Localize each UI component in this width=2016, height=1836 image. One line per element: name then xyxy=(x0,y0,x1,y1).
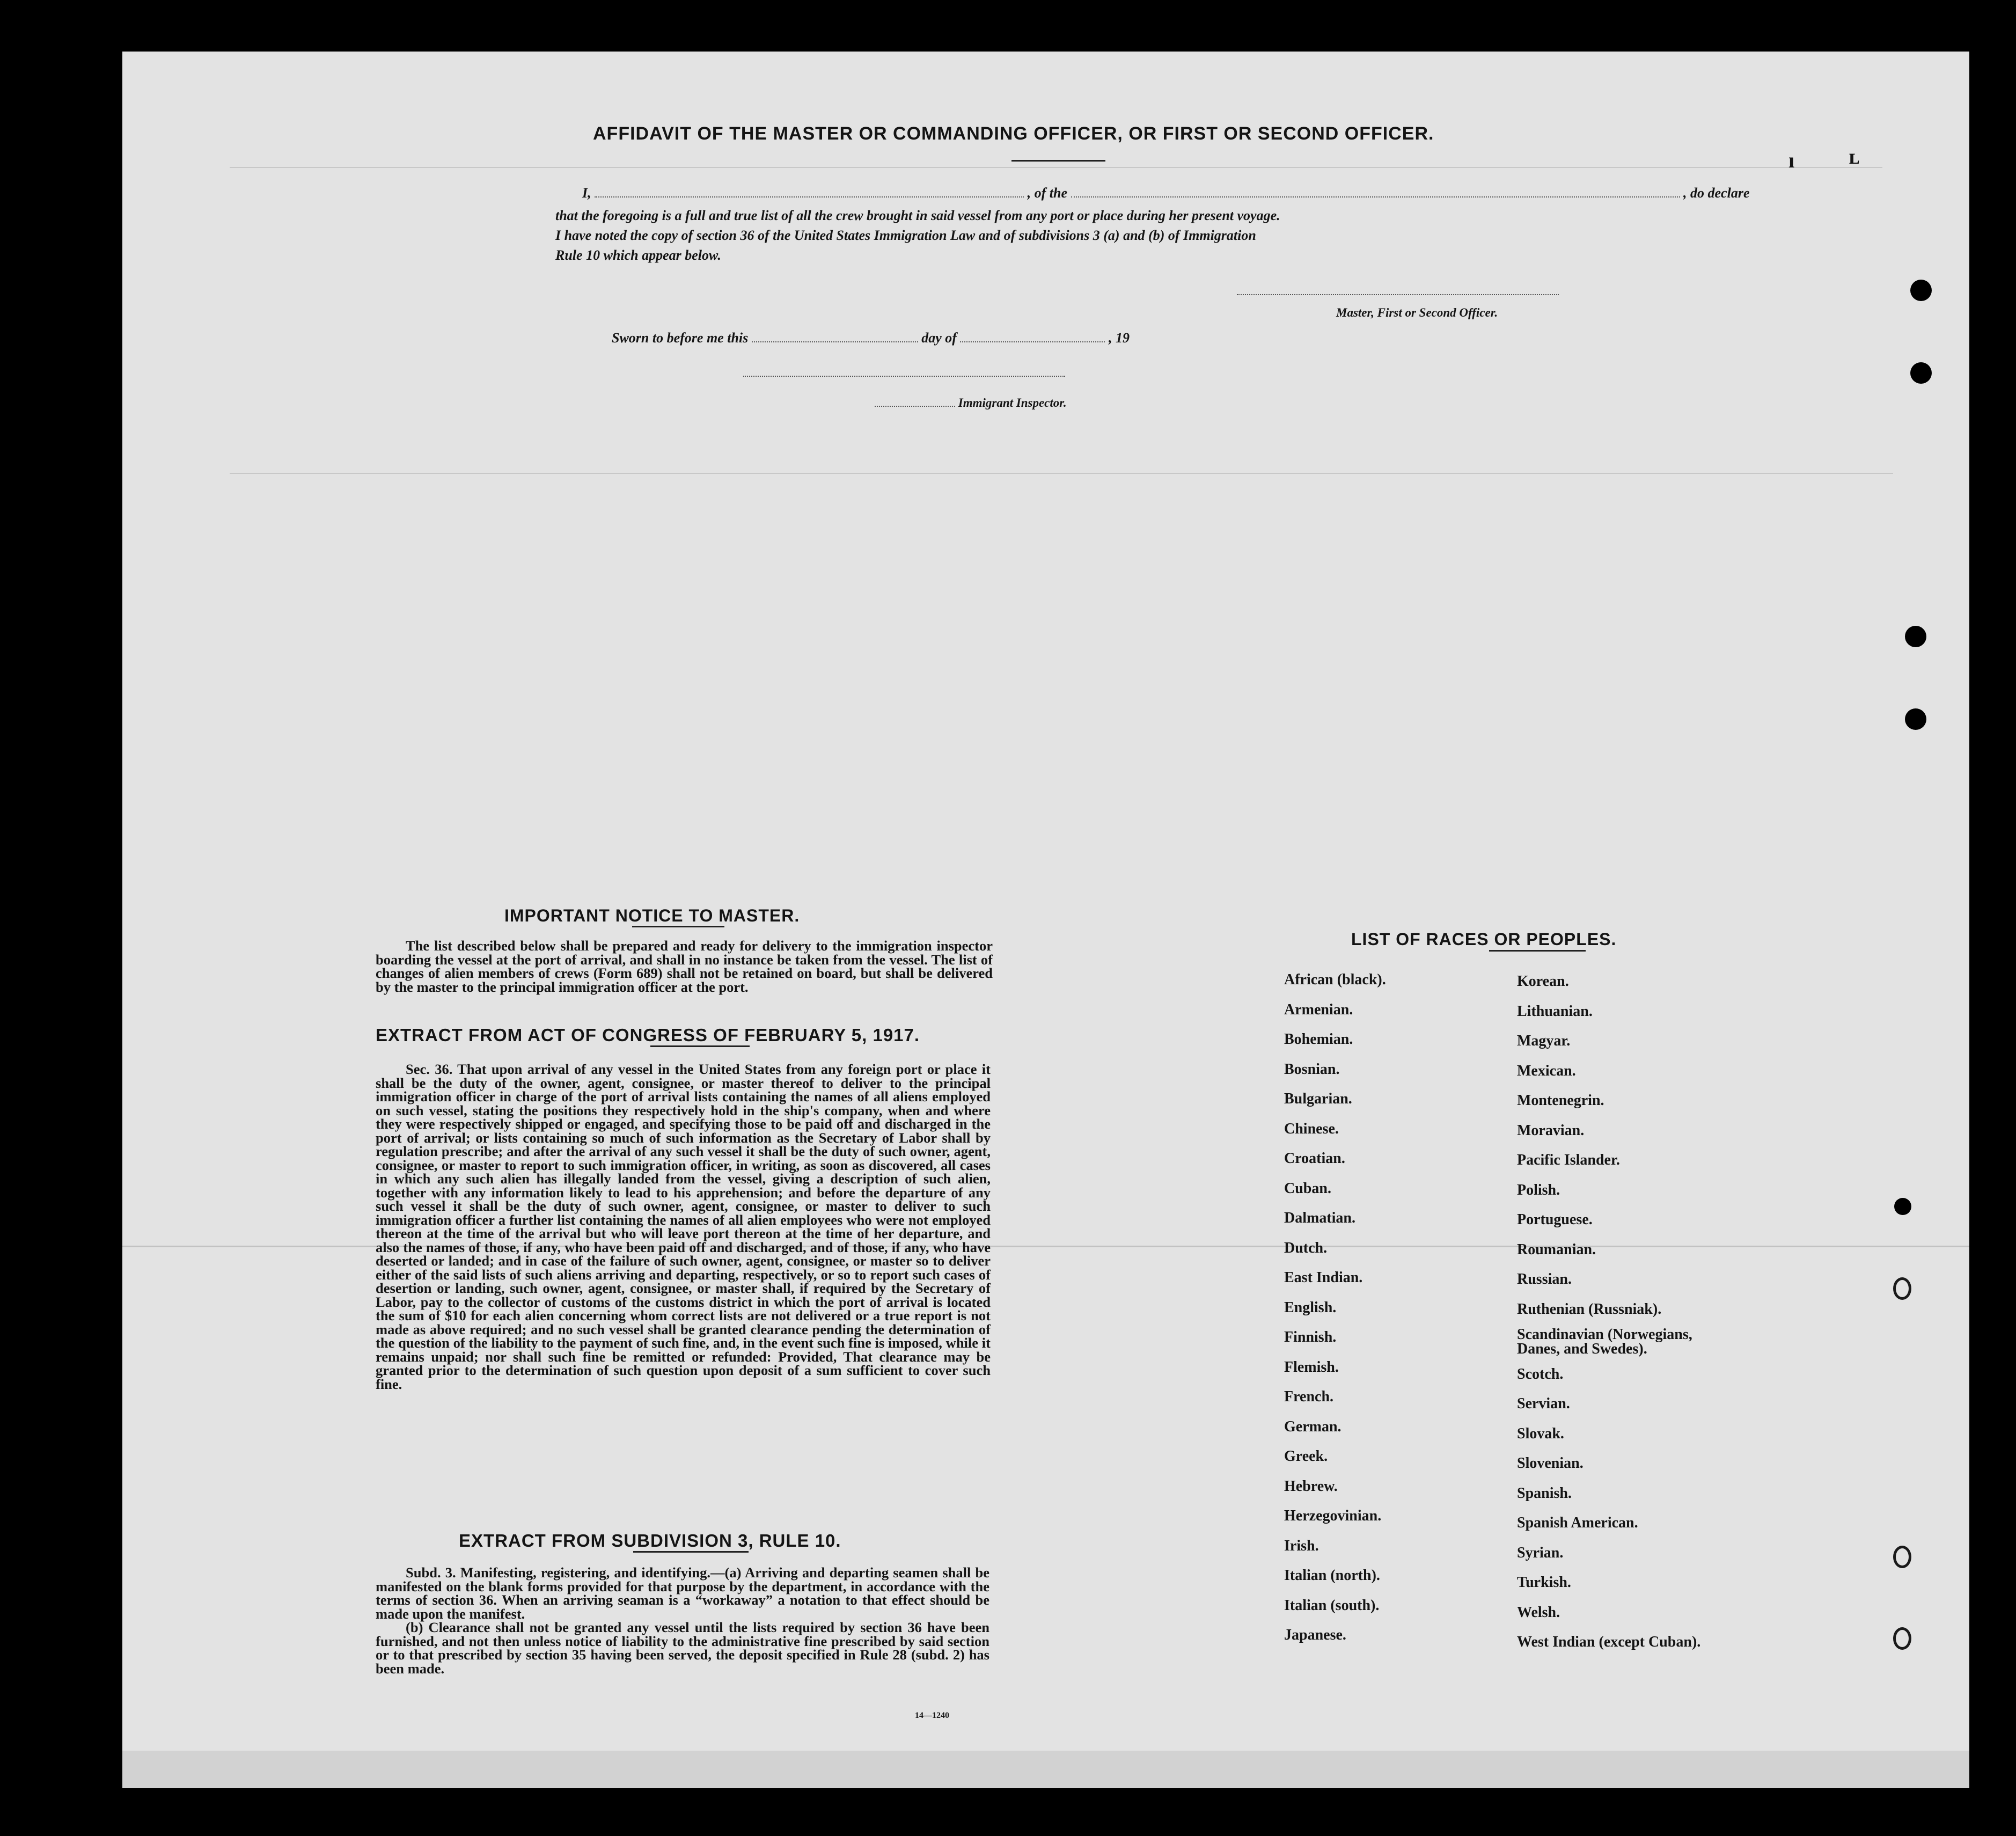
day-of-label: day of xyxy=(921,330,957,346)
sworn-line xyxy=(612,330,1130,346)
race-item: French. xyxy=(1284,1388,1334,1405)
title-underline xyxy=(1011,160,1105,162)
race-item: Japanese. xyxy=(1284,1627,1346,1643)
race-item: Lithuanian. xyxy=(1517,1003,1593,1020)
race-item: Mexican. xyxy=(1517,1062,1576,1079)
race-item: English. xyxy=(1284,1299,1337,1316)
race-item: Bulgarian. xyxy=(1284,1091,1352,1107)
race-item: African (black). xyxy=(1284,971,1386,988)
punch-hole xyxy=(1894,1198,1911,1215)
race-item: Scandinavian (Norwegians, xyxy=(1517,1326,1692,1343)
sworn-label: Sworn to before me this xyxy=(612,330,749,346)
do-declare-label: , do declare xyxy=(1683,185,1750,201)
form-number: 14—1240 xyxy=(915,1711,949,1720)
punch-ring xyxy=(1893,1546,1911,1568)
punch-hole xyxy=(1910,362,1932,384)
year-label: , 19 xyxy=(1108,330,1130,346)
notice-underline xyxy=(632,926,724,927)
inspector-signature-blank xyxy=(743,376,1065,377)
act-title: EXTRACT FROM ACT OF CONGRESS OF FEBRUARY 5, 1917. xyxy=(376,1025,920,1045)
race-item: German. xyxy=(1284,1418,1341,1435)
edge-mark: ı xyxy=(1788,148,1795,172)
sworn-month-blank xyxy=(960,341,1105,342)
race-item: Montenegrin. xyxy=(1517,1092,1604,1109)
race-item: Moravian. xyxy=(1517,1122,1585,1139)
inspector-lead-dots xyxy=(875,406,955,407)
race-item: Danes, and Swedes). xyxy=(1517,1340,1647,1357)
edge-mark: ʟ xyxy=(1849,144,1860,169)
subdivision-underline xyxy=(633,1551,749,1553)
race-item: Russian. xyxy=(1517,1271,1572,1288)
subdivision-paragraph-b: (b) Clearance shall not be granted any vessel until the lists required by section 36 have been furnished, and not then unless notice of liability to the administrative fine prescribed by said section or to that prescribed by section 35 having been served, the deposit specified in Rule 28 (subd. 2) has been made. xyxy=(376,1619,989,1677)
race-item: East Indian. xyxy=(1284,1269,1363,1286)
race-item: Ruthenian (Russniak). xyxy=(1517,1300,1662,1318)
race-item: Italian (north). xyxy=(1284,1567,1380,1584)
notice-text xyxy=(376,939,993,994)
i-label: I, xyxy=(582,185,591,201)
race-item: West Indian (except Cuban). xyxy=(1517,1634,1701,1650)
races-underline xyxy=(1489,950,1586,952)
race-item: Polish. xyxy=(1517,1181,1560,1198)
subdivision-paragraph-a: Subd. 3. Manifesting, registering, and identifying.—(a) Arriving and departing seamen shall be manifested on the blank forms provided for that purpose by the department, in accordance with the terms of section 36. When an arriving seaman is a “workaway” a notation to that effect should be made upon the manifest. xyxy=(376,1564,989,1622)
act-text xyxy=(376,1063,991,1391)
master-signature-blank xyxy=(1237,294,1559,295)
race-item: Herzegovinian. xyxy=(1284,1508,1382,1524)
of-the-label: , of the xyxy=(1027,185,1068,201)
act-paragraph: Sec. 36. That upon arrival of any vessel in the United States from any foreign port or place it shall be the duty of the owner, agent, consignee, or master thereof to deliver to the principal immigration officer in charge of the port of arrival lists containing the names of all aliens employed on such vessel, stating the positions they respectively hold in the ship's company, when and where they were respectively shipped or engaged, and specifying those to be paid off and discharged in the port of arrival; or lists containing so much of such information as the Secretary of Labor shall by regulation prescribe; and after the arrival of any such vessel it shall be the duty of such owner, agent, consignee, or master to report to such immigration officer, in writing, as soon as discovered, all cases in which any such alien has illegally landed from the vessel, giving a description of such alien, together with any information likely to lead to his apprehension; and before the departure of any such vessel it shall be the duty of such owner, agent, consignee, or master to deliver to such immigration officer a further list containing the names of all alien employees who were not employed thereon at the time of the arrival but who will leave port thereon at the time of her departure, and also the names of those, if any, who have been paid off and discharged, and of those, if any, who have deserted or landed; and in case of the failure of such owner, agent, consignee, or master so to deliver either of the said lists of such aliens arriving and departing, respectively, or so to report such cases of desertion or landing, such owner, agent, consignee, or master shall, if required by the Secretary of Labor, pay to the collector of customs of the customs district in which the port of arrival is located the sum of $10 for each alien concerning whom correct lists are not delivered or a true report is not made as above required; and no such vessel shall be granted clearance pending the determination of the question of the liability to the payment of such fine, and, in the event such fine is imposed, while it remains unpaid; nor shall such fine be remitted or refunded: Provided, That clearance may be granted prior to the determination of such question upon deposit of a sum sufficient to cover such fine. xyxy=(376,1061,991,1392)
race-item: Portuguese. xyxy=(1517,1211,1593,1228)
race-item: Turkish. xyxy=(1517,1574,1571,1591)
race-item: Welsh. xyxy=(1517,1604,1560,1621)
master-label: Master, First or Second Officer. xyxy=(1336,306,1498,319)
race-item: Finnish. xyxy=(1284,1329,1337,1345)
document-page xyxy=(122,52,1969,1788)
affidavit-line-4: Rule 10 which appear below. xyxy=(555,247,721,263)
punch-ring xyxy=(1893,1627,1911,1650)
race-item: Slovak. xyxy=(1517,1425,1564,1442)
race-item: Syrian. xyxy=(1517,1544,1564,1561)
races-title: LIST OF RACES OR PEOPLES. xyxy=(1351,930,1617,949)
race-item: Korean. xyxy=(1517,973,1569,990)
race-item: Dutch. xyxy=(1284,1239,1328,1256)
subdivision-text xyxy=(376,1566,989,1676)
race-item: Magyar. xyxy=(1517,1033,1571,1049)
race-item: Greek. xyxy=(1284,1448,1328,1465)
punch-hole xyxy=(1910,280,1932,301)
race-item: Italian (south). xyxy=(1284,1597,1380,1614)
race-item: Slovenian. xyxy=(1517,1455,1584,1472)
subdivision-title: EXTRACT FROM SUBDIVISION 3, RULE 10. xyxy=(459,1531,841,1550)
act-underline xyxy=(650,1045,750,1047)
notice-paragraph: The list described below shall be prepared and ready for delivery to the immigration inspector boarding the vessel at the port of arrival, and shall in no instance be taken from the vessel. The list of changes of alien members of crews (Form 689) shall not be retained on board, but shall be delivered by the master to the principal immigration officer at the port. xyxy=(376,938,993,995)
race-item: Pacific Islander. xyxy=(1517,1152,1620,1168)
affidavit-title: AFFIDAVIT OF THE MASTER OR COMMANDING OFFICER, OR FIRST OR SECOND OFFICER. xyxy=(593,123,1434,144)
race-item: Hebrew. xyxy=(1284,1477,1338,1495)
race-item: Chinese. xyxy=(1284,1120,1339,1137)
affidavit-line-2: that the foregoing is a full and true list of all the crew brought in said vessel from any port or place during her present voyage. xyxy=(555,208,1280,223)
race-item: Irish. xyxy=(1284,1537,1319,1554)
vessel-blank xyxy=(1071,196,1680,198)
sworn-day-blank xyxy=(752,341,918,342)
race-item: Bosnian. xyxy=(1284,1060,1340,1078)
race-item: Servian. xyxy=(1517,1395,1570,1412)
race-item: Spanish. xyxy=(1517,1484,1572,1502)
bottom-strip xyxy=(122,1751,1969,1788)
race-item: Roumanian. xyxy=(1517,1241,1596,1258)
punch-hole xyxy=(1905,708,1926,730)
race-item: Armenian. xyxy=(1284,1001,1353,1018)
affidavit-line-1 xyxy=(582,185,1749,201)
name-blank xyxy=(595,196,1024,198)
race-item: Croatian. xyxy=(1284,1150,1345,1167)
affidavit-line-3: I have noted the copy of section 36 of the United States Immigration Law and of subdivisions 3 (a) and (b) of Immigration xyxy=(555,228,1256,243)
punch-ring xyxy=(1893,1277,1911,1300)
race-item: Spanish American. xyxy=(1517,1515,1638,1531)
race-item: Bohemian. xyxy=(1284,1031,1353,1048)
race-item: Cuban. xyxy=(1284,1180,1331,1197)
race-item: Dalmatian. xyxy=(1284,1210,1355,1226)
race-item: Flemish. xyxy=(1284,1358,1339,1376)
race-item: Scotch. xyxy=(1517,1365,1564,1383)
inspector-label xyxy=(875,396,1067,410)
notice-title: IMPORTANT NOTICE TO MASTER. xyxy=(504,906,800,925)
punch-hole xyxy=(1905,626,1926,647)
bleed-through-rule xyxy=(230,473,1893,474)
bleed-through-rule xyxy=(230,167,1882,168)
inspector-label-text: Immigrant Inspector. xyxy=(958,396,1067,409)
